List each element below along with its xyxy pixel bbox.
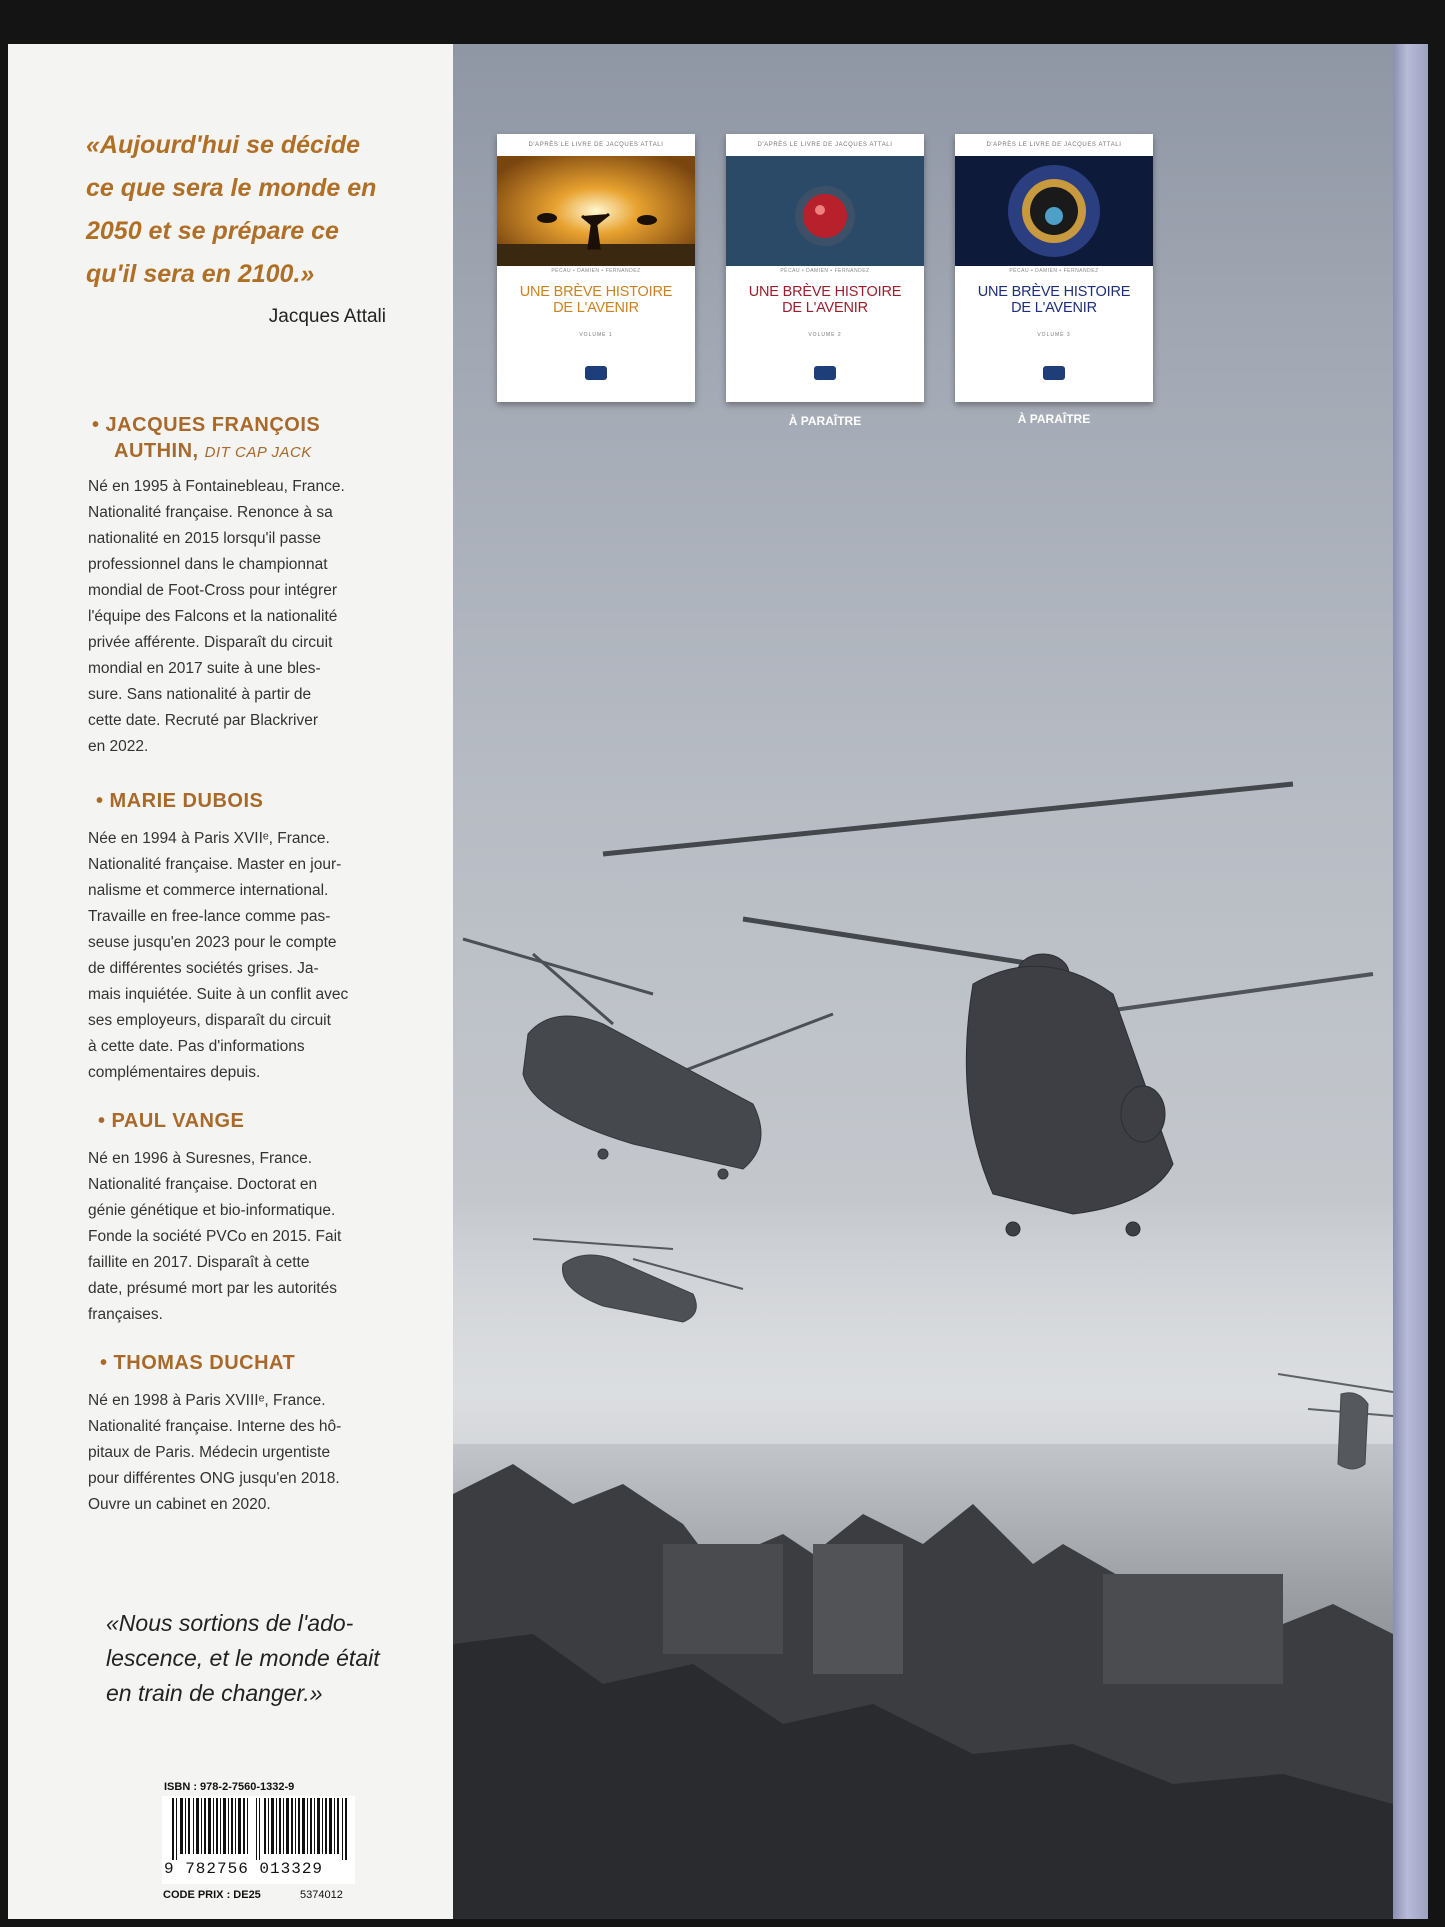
bio-line: ses employeurs, disparaît du circuit <box>88 1012 331 1029</box>
cover-caption: D'APRÈS LE LIVRE DE JACQUES ATTALI <box>986 142 1122 148</box>
character-alias: DIT CAP JACK <box>204 444 312 461</box>
bottom-quote-line: en train de changer.» <box>106 1680 323 1706</box>
bottom-quote <box>106 1606 406 1711</box>
bio-line: privée afférente. Disparaît du circuit <box>88 634 333 651</box>
cover-title-line: UNE BRÈVE HISTOIRE <box>977 284 1131 300</box>
bio-line: nalisme et commerce international. <box>88 882 329 899</box>
bio-line: Né en 1996 à Suresnes, France. <box>88 1150 313 1167</box>
bio-line: à cette date. Pas d'informations <box>88 1038 305 1055</box>
character-name: • MARIE DUBOIS <box>96 790 264 812</box>
bio-line: Né en 1998 à Paris XVIIIᵉ, France. <box>88 1392 326 1409</box>
bio-line: en 2022. <box>88 738 149 755</box>
top-quote-line: qu'il sera en 2100.» <box>86 260 315 288</box>
character-name-line: • JACQUES FRANÇOIS <box>92 414 321 436</box>
volume-cover-2 <box>726 134 924 402</box>
cover-volume: VOLUME 3 <box>1037 332 1071 338</box>
cover-authors: PÉCAU • DAMIEN • FERNANDEZ <box>780 268 870 274</box>
bio-line: cette date. Recruté par Blackriver <box>88 712 319 729</box>
character-name-line2 <box>92 438 320 466</box>
product-code: 5374012 <box>300 1889 343 1901</box>
publisher-logo-icon <box>814 366 836 380</box>
cover-title-line: UNE BRÈVE HISTOIRE <box>519 284 673 300</box>
bio-line: pour différentes ONG jusqu'en 2018. <box>88 1470 340 1487</box>
top-quote-line: 2050 et se prépare ce <box>86 217 339 245</box>
cover-authors: PÉCAU • DAMIEN • FERNANDEZ <box>1009 268 1099 274</box>
bio-line: Née en 1994 à Paris XVIIᵉ, France. <box>88 830 330 847</box>
helicopter-large <box>603 784 1373 1236</box>
bio-line: Fonde la société PVCo en 2015. Fait <box>88 1228 342 1245</box>
bio-line: de différentes sociétés grises. Ja- <box>88 960 319 977</box>
forthcoming-label: À PARAÎTRE <box>1017 412 1091 426</box>
character-name: • THOMAS DUCHAT <box>100 1352 296 1374</box>
bio-line: génie génétique et bio-informatique. <box>88 1202 336 1219</box>
quote-author: Jacques Attali <box>268 306 386 327</box>
bio-line: Nationalité française. Doctorat en <box>88 1176 318 1193</box>
cover-art-astronaut-icon <box>955 156 1153 266</box>
cover-title <box>503 284 689 316</box>
bio-line: Nationalité française. Interne des hô- <box>88 1418 342 1435</box>
cover-volume: VOLUME 1 <box>579 332 613 338</box>
barcode <box>162 1796 355 1884</box>
character-bio <box>88 1146 396 1328</box>
bio-line: Ouvre un cabinet en 2020. <box>88 1496 271 1513</box>
ruins <box>453 1464 1393 1919</box>
bottom-quote-line: «Nous sortions de l'ado- <box>106 1610 354 1636</box>
barcode-icon <box>172 1798 348 1860</box>
top-quote-line: ce que sera le monde en <box>86 174 377 202</box>
cover-title-line: DE L'AVENIR <box>1011 300 1097 316</box>
volume-cover-3 <box>955 134 1153 402</box>
forthcoming-label: À PARAÎTRE <box>788 414 862 428</box>
bio-line: Travaille en free-lance comme pas- <box>88 908 331 925</box>
bio-line: faillite en 2017. Disparaît à cette <box>88 1254 310 1271</box>
bio-line: professionnel dans le championnat <box>88 556 328 573</box>
top-quote <box>86 124 426 296</box>
bottom-quote-line: lescence, et le monde était <box>106 1645 380 1671</box>
cover-art-red-eye-icon <box>726 156 924 266</box>
cover-authors: PÉCAU • DAMIEN • FERNANDEZ <box>551 268 641 274</box>
cover-title-line: UNE BRÈVE HISTOIRE <box>748 284 902 300</box>
bio-line: Nationalité française. Renonce à sa <box>88 504 333 521</box>
bio-line: sure. Sans nationalité à partir de <box>88 686 312 703</box>
barcode-digits: 9 782756 013329 <box>164 1860 324 1878</box>
bio-line: mais inquiétée. Suite à un conflit avec <box>88 986 349 1003</box>
character-bio <box>88 826 396 1086</box>
bio-line: mondial en 2017 suite à une bles- <box>88 660 321 677</box>
cover-caption: D'APRÈS LE LIVRE DE JACQUES ATTALI <box>528 142 664 148</box>
publisher-logo-icon <box>585 366 607 380</box>
bio-line: Né en 1995 à Fontainebleau, France. <box>88 478 345 495</box>
cover-caption: D'APRÈS LE LIVRE DE JACQUES ATTALI <box>757 142 893 148</box>
text-panel <box>8 44 453 1919</box>
cover-title-line: DE L'AVENIR <box>782 300 868 316</box>
spine-edge <box>1393 44 1428 1919</box>
bio-line: seuse jusqu'en 2023 pour le compte <box>88 934 337 951</box>
price-code: CODE PRIX : DE25 <box>163 1889 261 1901</box>
bio-line: mondial de Foot-Cross pour intégrer <box>88 582 337 599</box>
bio-line: nationalité en 2015 lorsqu'il passe <box>88 530 322 547</box>
character-name <box>92 412 320 466</box>
book-back-cover <box>8 44 1428 1919</box>
character-bio <box>88 474 396 760</box>
cover-art-sunset-icon <box>497 156 695 266</box>
isbn-label: ISBN : 978-2-7560-1332-9 <box>164 1781 295 1793</box>
cover-volume: VOLUME 2 <box>808 332 842 338</box>
bio-line: pitaux de Paris. Médecin urgentiste <box>88 1444 331 1461</box>
volume-cover-1 <box>497 134 695 402</box>
top-quote-line: «Aujourd'hui se décide <box>86 131 361 159</box>
character-bio <box>88 1388 396 1518</box>
helicopter-medium <box>463 939 833 1179</box>
character-name: • PAUL VANGE <box>98 1110 245 1132</box>
bio-line: l'équipe des Falcons et la nationalité <box>88 608 338 625</box>
cover-title-line: DE L'AVENIR <box>553 300 639 316</box>
bio-line: complémentaires depuis. <box>88 1064 261 1081</box>
bio-line: date, présumé mort par les autorités <box>88 1280 337 1297</box>
cover-title <box>732 284 918 316</box>
bio-line: françaises. <box>88 1306 163 1323</box>
character-surname: AUTHIN, <box>114 440 199 462</box>
bio-line: Nationalité française. Master en jour- <box>88 856 342 873</box>
publisher-logo-icon <box>1043 366 1065 380</box>
cover-title <box>961 284 1147 316</box>
